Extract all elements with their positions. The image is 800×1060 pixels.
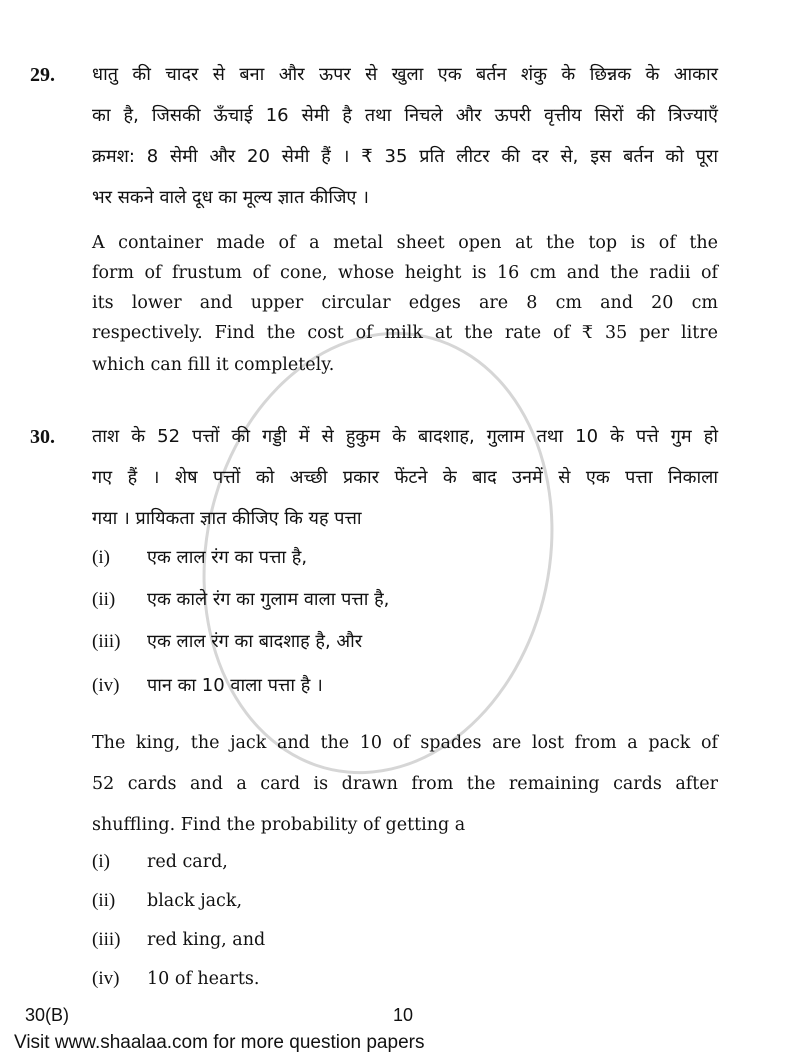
q30-english-line: 52 cards and a card is drawn from the remaining cards after: [92, 774, 718, 794]
item-text: एक लाल रंग का बादशाह है, और: [147, 631, 363, 652]
item-text: एक काले रंग का गुलाम वाला पत्ता है,: [147, 589, 390, 610]
item-label: (iii): [92, 929, 121, 950]
q30-hindi-item: [0, 673, 718, 730]
q29-hindi-line: [0, 62, 718, 103]
item-text: black jack,: [147, 891, 243, 911]
item-label: (iv): [92, 675, 120, 696]
q30-hindi-line: गए हैं । शेष पत्तों को अच्छी प्रकार फेंटने के बाद उनमें से एक पत्ता निकाला: [92, 467, 718, 488]
question-number-30: 30.: [30, 426, 55, 448]
q30-hindi-line-text: ताश के 52 पत्तों की गड्डी में से हुकुम के बादशाह, गुलाम तथा 10 के पत्ते गुम हो: [92, 426, 718, 447]
item-text: पान का 10 वाला पत्ता है ।: [147, 675, 323, 696]
q29-hindi-line: भर सकने वाले दूध का मूल्य ज्ञात कीजिए ।: [92, 187, 369, 208]
item-label: (i): [92, 851, 110, 872]
q30-english-item: [0, 849, 718, 888]
q29-hindi-line-text: धातु की चादर से बना और ऊपर से खुला एक बर्तन शंकु के छिन्नक के आकार: [92, 64, 718, 85]
item-label: (ii): [92, 890, 116, 911]
q29-english-line: form of frustum of cone, whose height is 16 cm and the radii of: [92, 263, 718, 283]
item-text: 10 of hearts.: [147, 969, 260, 989]
q30-english-item: [0, 888, 718, 927]
paper-code: 30(B): [25, 1005, 70, 1025]
item-label: (ii): [92, 589, 116, 610]
q30-hindi-item: [0, 545, 718, 587]
q30-hindi-item: [0, 587, 718, 629]
q30-hindi-line: गया । प्रायिकता ज्ञात कीजिए कि यह पत्ता: [92, 508, 362, 529]
page-content: [0, 62, 800, 996]
question-number-29: 29.: [30, 64, 55, 86]
q30-english-item: [0, 927, 718, 966]
q30-hindi-item: [0, 629, 718, 673]
item-text: red king, and: [147, 930, 266, 950]
item-text: एक लाल रंग का पत्ता है,: [147, 547, 308, 568]
q30-english-item: [0, 966, 718, 996]
q29-english-line: respectively. Find the cost of milk at the rate of ₹ 35 per litre: [92, 323, 718, 343]
item-label: (i): [92, 547, 110, 568]
visit-link[interactable]: Visit www.shaalaa.com for more question papers: [14, 1032, 425, 1053]
page-number: 10: [393, 1005, 414, 1025]
q29-english-line: A container made of a metal sheet open at the top is of the: [92, 233, 718, 253]
q29-english-line: its lower and upper circular edges are 8 cm and 20 cm: [92, 293, 718, 313]
q30-english-line: The king, the jack and the 10 of spades are lost from a pack of: [92, 733, 718, 753]
q30-english-line: shuffling. Find the probability of getting a: [92, 815, 466, 835]
q29-hindi-line: क्रमश: 8 सेमी और 20 सेमी हैं । ₹ 35 प्रति लीटर की दर से, इस बर्तन को पूरा: [92, 146, 718, 167]
item-label: (iv): [92, 968, 120, 989]
q29-hindi-line: का है, जिसकी ऊँचाई 16 सेमी है तथा निचले और ऊपरी वृत्तीय सिरों की त्रिज्याएँ: [92, 105, 718, 126]
q30-hindi-line: [0, 424, 718, 465]
item-label: (iii): [92, 631, 121, 652]
q29-english-line: which can fill it completely.: [92, 355, 335, 375]
item-text: red card,: [147, 852, 228, 872]
